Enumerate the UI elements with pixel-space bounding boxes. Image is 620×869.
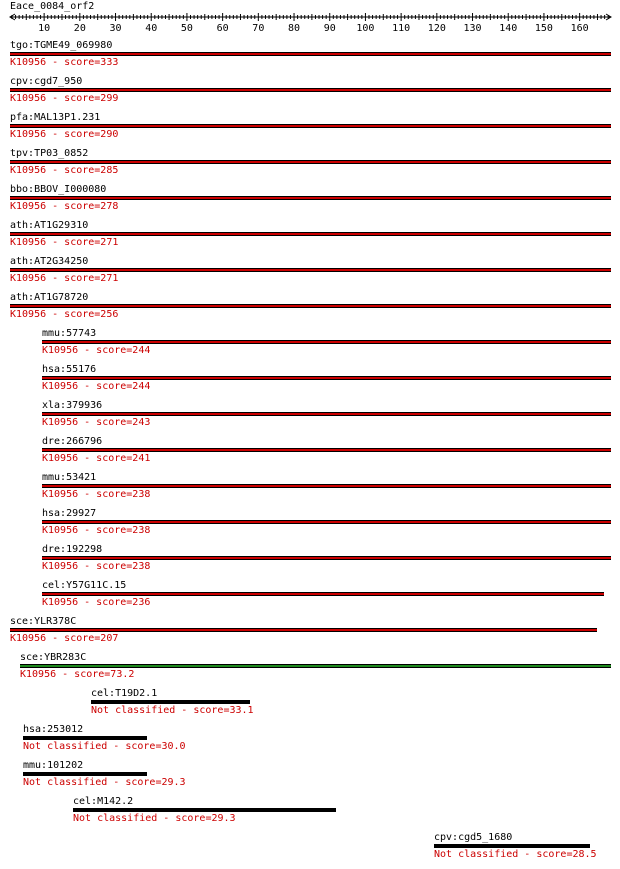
hit-name[interactable]: cel:Y57G11C.15 (42, 580, 127, 591)
ruler-tick-label: 30 (109, 23, 122, 34)
hit-bar[interactable] (10, 160, 611, 164)
hit-bar[interactable] (10, 304, 611, 308)
hit-name[interactable]: hsa:55176 (42, 364, 97, 375)
hit-score: K10956 - score=256 (10, 309, 119, 320)
hit-score: K10956 - score=236 (42, 597, 151, 608)
hit-bar[interactable] (23, 772, 147, 776)
hit-bar[interactable] (91, 700, 250, 704)
hit-name[interactable]: dre:266796 (42, 436, 103, 447)
hit-name[interactable]: tpv:TP03_0852 (10, 148, 89, 159)
ruler-tick-label: 70 (252, 23, 265, 34)
hit-name[interactable]: mmu:101202 (23, 760, 84, 771)
hit-name[interactable]: ath:AT1G78720 (10, 292, 89, 303)
hit-score: Not classified - score=30.0 (23, 741, 186, 752)
hit-bar[interactable] (10, 628, 597, 632)
hit-score: K10956 - score=285 (10, 165, 119, 176)
hit-bar[interactable] (10, 124, 611, 128)
hit-name[interactable]: cpv:cgd5_1680 (434, 832, 513, 843)
hit-score: K10956 - score=243 (42, 417, 151, 428)
query-title: Eace_0084_orf2 (10, 1, 95, 12)
hit-name[interactable]: mmu:57743 (42, 328, 97, 339)
hit-bar[interactable] (10, 232, 611, 236)
hit-name[interactable]: sce:YBR283C (20, 652, 87, 663)
hit-bar[interactable] (10, 268, 611, 272)
hit-score: K10956 - score=241 (42, 453, 151, 464)
hit-bar[interactable] (42, 556, 611, 560)
ruler-tick-label: 150 (534, 23, 553, 34)
hit-bar[interactable] (42, 592, 604, 596)
hit-name[interactable]: ath:AT2G34250 (10, 256, 89, 267)
hit-bar[interactable] (10, 88, 611, 92)
hit-score: K10956 - score=244 (42, 345, 151, 356)
hit-score: K10956 - score=290 (10, 129, 119, 140)
hit-name[interactable]: tgo:TGME49_069980 (10, 40, 113, 51)
hit-name[interactable]: bbo:BBOV_I000080 (10, 184, 107, 195)
hit-name[interactable]: mmu:53421 (42, 472, 97, 483)
hit-name[interactable]: dre:192298 (42, 544, 103, 555)
hit-score: Not classified - score=29.3 (73, 813, 236, 824)
hit-score: K10956 - score=278 (10, 201, 119, 212)
hit-score: K10956 - score=238 (42, 561, 151, 572)
ruler-tick-label: 160 (570, 23, 589, 34)
hit-bar[interactable] (20, 664, 611, 668)
hit-bar[interactable] (42, 520, 611, 524)
hit-bar[interactable] (42, 376, 611, 380)
ruler-tick-label: 60 (216, 23, 229, 34)
hit-score: K10956 - score=238 (42, 489, 151, 500)
hit-name[interactable]: cpv:cgd7_950 (10, 76, 83, 87)
hit-name[interactable]: sce:YLR378C (10, 616, 77, 627)
ruler-tick-label: 140 (499, 23, 518, 34)
hit-name[interactable]: pfa:MAL13P1.231 (10, 112, 101, 123)
hit-bar[interactable] (73, 808, 336, 812)
hit-name[interactable]: cel:M142.2 (73, 796, 134, 807)
hit-name[interactable]: hsa:29927 (42, 508, 97, 519)
hit-name[interactable]: ath:AT1G29310 (10, 220, 89, 231)
hit-bar[interactable] (42, 448, 611, 452)
ruler-tick-label: 110 (392, 23, 411, 34)
hit-score: Not classified - score=29.3 (23, 777, 186, 788)
ruler-tick-label: 40 (145, 23, 158, 34)
hit-score: K10956 - score=271 (10, 237, 119, 248)
hit-bar[interactable] (10, 196, 611, 200)
ruler-tick-label: 100 (356, 23, 375, 34)
hit-bar[interactable] (42, 412, 611, 416)
position-ruler (0, 0, 620, 36)
hit-name[interactable]: cel:T19D2.1 (91, 688, 158, 699)
hit-score: Not classified - score=28.5 (434, 849, 597, 860)
hit-score: K10956 - score=271 (10, 273, 119, 284)
ruler-tick-label: 80 (288, 23, 301, 34)
ruler-tick-label: 130 (463, 23, 482, 34)
ruler-tick-label: 20 (73, 23, 86, 34)
hit-score: Not classified - score=33.1 (91, 705, 254, 716)
ruler-tick-label: 120 (427, 23, 446, 34)
hit-name[interactable]: hsa:253012 (23, 724, 84, 735)
hit-score: K10956 - score=73.2 (20, 669, 135, 680)
hit-score: K10956 - score=299 (10, 93, 119, 104)
hit-bar[interactable] (10, 52, 611, 56)
hit-name[interactable]: xla:379936 (42, 400, 103, 411)
hit-score: K10956 - score=207 (10, 633, 119, 644)
hit-bar[interactable] (42, 340, 611, 344)
ruler-tick-label: 10 (38, 23, 51, 34)
hit-score: K10956 - score=238 (42, 525, 151, 536)
ruler-tick-label: 90 (323, 23, 336, 34)
hit-bar[interactable] (42, 484, 611, 488)
hit-bar[interactable] (434, 844, 590, 848)
hit-score: K10956 - score=333 (10, 57, 119, 68)
ruler-tick-label: 50 (180, 23, 193, 34)
hit-bar[interactable] (23, 736, 147, 740)
hit-score: K10956 - score=244 (42, 381, 151, 392)
